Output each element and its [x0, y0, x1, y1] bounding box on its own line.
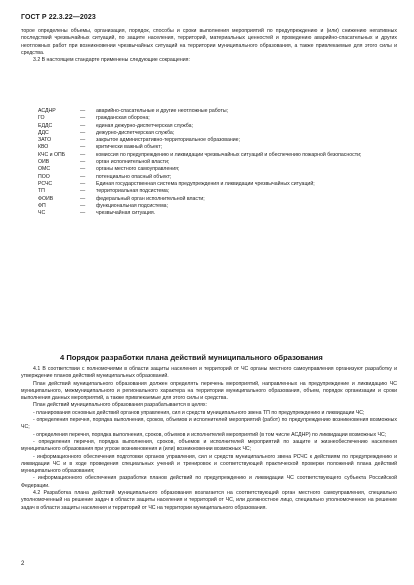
abbreviation-term: ЗАТО — [38, 137, 52, 144]
intro-paragraph — [21, 28, 397, 64]
body-paragraph: План действий муниципального образования разрабатывается в целях: — [33, 402, 207, 409]
abbreviation-row — [38, 188, 398, 195]
abbreviation-row — [38, 196, 398, 203]
abbreviation-dash: — — [80, 151, 86, 158]
abbreviation-row — [38, 137, 398, 144]
abbreviation-term: ГО — [38, 115, 45, 122]
abbreviation-definition: территориальная подсистема; — [96, 188, 170, 195]
abbreviation-term: АСДНР — [38, 108, 56, 114]
abbreviation-row — [38, 166, 398, 173]
abbreviation-dash: — — [80, 188, 86, 195]
abbreviation-definition: критически важный объект; — [96, 144, 163, 151]
abbreviation-row — [38, 123, 398, 130]
abbreviation-definition: функциональная подсистема; — [96, 202, 168, 209]
body-paragraph: 4.1 В соответствии с полномочиями в области защиты населения и территорий от ЧС органы местного самоуправления организуют разработку и утверждение планов действий муниципальных образований. — [21, 366, 397, 380]
abbreviation-term: ТП — [38, 188, 45, 195]
abbreviation-term: ДДС — [38, 129, 49, 136]
section-title: 4 Порядок разработки плана действий муниципального образования — [60, 353, 323, 362]
abbreviation-definition: потенциально опасный объект; — [96, 173, 172, 180]
abbreviation-dash: — — [80, 122, 86, 129]
abbreviation-row — [38, 181, 398, 188]
abbreviation-row — [38, 203, 398, 210]
abbreviations-intro: 3.2 В настоящем стандарте применены следующие сокращения: — [33, 57, 190, 64]
abbreviation-term: ЕДДС — [38, 122, 53, 129]
abbreviation-term: ФОИВ — [38, 195, 54, 202]
body-paragraph: - определения перечня, порядка выполнения, сроков, объемов и исполнителей мероприятий по защите и жизнеобеспечению населения муниципального образования при угрозе возникновения и (или) возникновении возможных ЧС; — [21, 438, 397, 453]
abbreviation-dash: — — [80, 166, 86, 173]
abbreviation-term: КЧС и ОПБ — [38, 151, 66, 158]
abbreviation-definition: гражданская оборона; — [96, 115, 150, 122]
section-body — [21, 366, 397, 512]
abbreviation-row — [38, 159, 398, 166]
intro-text: торое определены объемы, организация, порядок, способы и сроки выполнения мероприятий по предупреждению и (или) снижению негативных последствий чрезвычайных ситуаций, по защите населения, территорий, материальных ценностей и проведению аварийно-спасательных и других неотложных работ при возникновении чрезвычайных ситуаций на территории муниципального образования, а также привлекаемые для этого силы и средства. — [21, 28, 397, 56]
abbreviation-term: ОМС — [38, 166, 51, 173]
abbreviation-row — [38, 152, 398, 159]
abbreviation-definition: федеральный орган исполнительной власти; — [96, 195, 205, 202]
abbreviation-dash: — — [80, 173, 86, 180]
abbreviation-definition: орган исполнительной власти; — [96, 159, 170, 166]
body-paragraph: - определения перечня, порядка выполнения, сроков, объемов и исполнителей мероприятий (работ) по предупреждению возникновения возможных ЧС; — [21, 417, 397, 431]
abbreviation-dash: — — [80, 195, 86, 202]
abbreviation-row — [38, 108, 398, 115]
abbreviation-definition: органы местного самоуправления; — [96, 166, 180, 173]
abbreviation-dash: — — [80, 129, 86, 136]
abbreviation-term: РСЧС — [38, 180, 53, 187]
abbreviation-dash: — — [80, 202, 86, 209]
abbreviation-dash: — — [80, 144, 86, 151]
abbreviation-term: ОИВ — [38, 159, 50, 166]
abbreviation-term: КВО — [38, 144, 49, 151]
body-paragraph: - информационного обеспечения разработки планов действий по предупреждению и ликвидации ЧС соответствующего субъекта Российской Федерации. — [21, 475, 397, 489]
abbreviation-dash: — — [80, 210, 86, 217]
abbreviation-row — [38, 144, 398, 151]
abbreviation-definition: чрезвычайная ситуация. — [96, 210, 156, 217]
abbreviation-definition: единая дежурно-диспетчерская служба; — [96, 122, 193, 129]
abbreviation-dash: — — [80, 115, 86, 122]
abbreviation-term: ЧС — [38, 210, 46, 217]
abbreviation-definition: закрытое административно-территориальное образование; — [96, 137, 240, 144]
body-paragraph: - информационного обеспечения подготовки органов управления, сил и средств муниципального звена РСЧС к действиям по предупреждению и ликвидации ЧС и в ходе проведения специальных учений и тренировок и соответствующей практической проверки положений плана действий муниципального образования; — [21, 453, 397, 475]
abbreviation-row — [38, 210, 398, 217]
page-number: 2 — [21, 561, 25, 567]
abbreviation-term: ПОО — [38, 173, 50, 180]
body-paragraph: План действий муниципального образования должен определять перечень мероприятий, направленных на предупреждение и ликвидацию ЧС муниципального, межмуниципального и регионального характера на территории муниципального образования, объем, порядок организации и сроки выполнения данных мероприятий, а также привлекаемые для этого силы и средства. — [21, 380, 397, 402]
abbreviation-definition: Единая государственная система предупреждения и ликвидации чрезвычайных ситуаций; — [96, 180, 315, 187]
abbreviation-dash: — — [80, 180, 86, 187]
abbreviation-row — [38, 130, 398, 137]
document-header: ГОСТ Р 22.3.22—2023 — [21, 14, 96, 21]
abbreviation-definition: аварийно-спасательные и другие неотложные работы; — [96, 108, 229, 114]
abbreviation-row — [38, 174, 398, 181]
body-paragraph: 4.2 Разработка плана действий муниципального образования возлагается на соответствующий орган местного самоуправления, специально уполномоченный на решение задач в области защиты населения и территорий от ЧС, или должностное лицо, специально уполномоченное на решение задач в области защиты населения и территорий от ЧС на территории муниципального образования. — [21, 490, 397, 511]
abbreviations-list — [38, 108, 398, 217]
body-paragraph: - планирования основных действий органов управления, сил и средств муниципального звена ТП по предупреждению и ликвидации ЧС; — [33, 409, 365, 416]
abbreviation-dash: — — [80, 137, 86, 144]
abbreviation-definition: дежурно-диспетчерская служба; — [96, 129, 175, 136]
abbreviation-definition: комиссия по предупреждению и ликвидации чрезвычайных ситуаций и обеспечению пожарной безопасности; — [96, 151, 362, 158]
abbreviation-dash: — — [80, 108, 86, 114]
abbreviation-row — [38, 115, 398, 122]
abbreviation-dash: — — [80, 159, 86, 166]
body-paragraph: - определения перечня, порядка выполнения, сроков, объемов и исполнителей мероприятий (в том числе АСДНР) по ликвидации возможных ЧС; — [33, 431, 387, 438]
abbreviation-term: ФП — [38, 202, 46, 209]
